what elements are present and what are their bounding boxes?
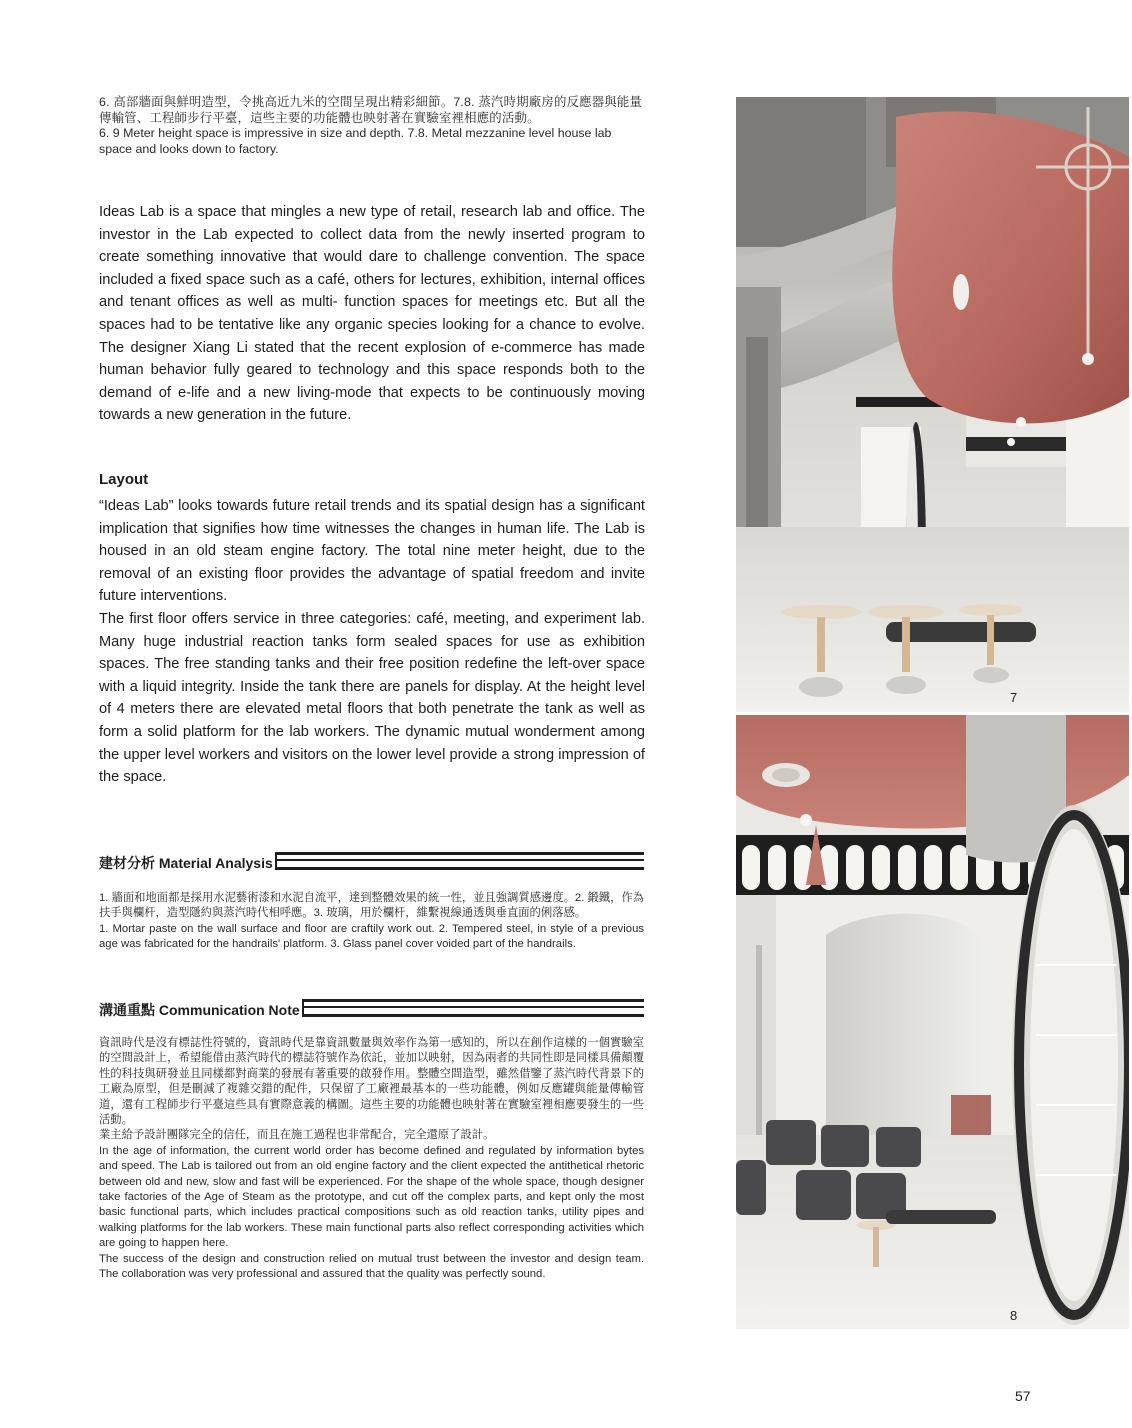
page-number: 57 <box>1015 1388 1031 1404</box>
communication-en-2: The success of the design and construction relied on mutual trust between the investor and design team. The collaboration was very professional and assured that the quality was perfectly sound. <box>99 1252 644 1281</box>
photo-7-illustration <box>736 97 1129 712</box>
communication-zh-1: 資訊時代是沒有標誌性符號的，資訊時代是靠資訊數量與效率作為第一感知的，所以在創作這樣的一個實驗室的空間設計上，希望能借由蒸汽時代的標誌符號作為依託，並加以映射，因為兩者的共同性即是同樣具備顛覆性的科技與研發並且同樣都對商業的發展有著重要的啟發作用。整體空間造型，雖然借鑒了蒸汽時代背景下的工廠為原型，但是刪減了複雜交錯的配件，只保留了工廠裡最基本的一些功能體，例如反應罐與能量傳輸管道，還有工程師步行平臺這些具有實際意義的構圖。這些主要的功能體也映射著在實驗室裡相應要發生的一些活動。 <box>99 1037 644 1127</box>
photo-8-illustration <box>736 715 1129 1329</box>
material-analysis-heading <box>99 852 644 872</box>
communication-note-heading <box>99 999 644 1019</box>
intro-text: Ideas Lab is a space that mingles a new type of retail, research lab and office. The investor in the Lab expected to collect data from the newly inserted program to create something innovative that would dare to challenge convention. The space included a fixed space such as a café, others for lectures, exhibition, internal offices and tenant offices as well as multi- function spaces for meetings etc. But all the spaces had to be tentative like any organic species looking for a chance to evolve. The designer Xiang Li stated that the recent explosion of e-commerce has made human behavior fully geared to technology and this space responds both to the demand of e-life and a new living-mode that expects to be continuously moving towards a new generation in the future. <box>99 204 645 424</box>
caption-zh: 6. 高部牆面與鮮明造型，令挑高近九米的空間呈現出精彩細節。7.8. 蒸汽時期廠房的反應器與能量傳輸管、工程師步行平臺，這些主要的功能體也映射著在實驗室裡相應的活動。 <box>99 95 643 125</box>
photo-8-number: 8 <box>1010 1308 1018 1323</box>
material-analysis-text <box>99 891 644 953</box>
heading-rule <box>302 999 644 1017</box>
material-en: 1. Mortar paste on the wall surface and floor are craftily work out. 2. Tempered steel, in style of a previous age was fabricated for the handrails' platform. 3. Glass panel cover voided part of the handrails. <box>99 922 644 951</box>
interior-photo-8 <box>736 715 1129 1329</box>
material-heading-label: 建材分析 Material Analysis <box>99 855 273 871</box>
layout-paragraph-2: The first floor offers service in three categories: café, meeting, and experiment lab. Many huge industrial reaction tanks form sealed spaces for use as exhibition spaces. The free standing tanks and their free position redefine the left-over space with a liquid integrity. Inside the tank there are panels for display. At the height level of 4 meters there are elevated metal floors that both penetrate the tank as well as form a solid platform for the lab workers. The dynamic mutual wonderment among the upper level workers and visitors on the lower level provide a strong impression of the space. <box>99 610 645 786</box>
caption-en: 6. 9 Meter height space is impressive in size and depth. 7.8. Metal mezzanine level house lab space and looks down to factory. <box>99 126 612 156</box>
photo-7-number: 7 <box>1010 690 1018 705</box>
layout-section <box>99 495 645 789</box>
intro-paragraph <box>99 201 645 427</box>
layout-paragraph-1: “Ideas Lab” looks towards future retail trends and its spatial design has a significant implication that signifies how time witnesses the changes in human life. The Lab is housed in an old steam engine factory. The total nine meter height, due to the removal of an existing floor provides the advantage of spatial freedom and invite future interventions. <box>99 498 645 605</box>
communication-en-1: In the age of information, the current world order has become defined and regulated by information bytes and speed. The Lab is tailored out from an old engine factory and the client expected the antithetical rhetoric between old and new, slow and fast will be experienced. For the shape of the whole space, though designer take factories of the Age of Steam as the prototype, and cut off the complex parts, and kept only the most basic functional parts, which includes practical compositions such as old reaction tanks, utility pipes and walking platforms for the lab workers. These main functional parts also reflect corresponding activities which are going to happen here. <box>99 1144 644 1250</box>
layout-heading: Layout <box>99 471 149 488</box>
material-zh: 1. 牆面和地面都是採用水泥藝術漆和水泥自流平，達到整體效果的統一性，並且強調質感邊度。2. 鍛鐵，作為扶手與欄杆，造型隱約與蒸汽時代相呼應。3. 玻璃，用於欄杆，維繫視線通透與垂直面的俐落感。 <box>99 892 644 920</box>
heading-rule <box>275 852 644 870</box>
photo-caption <box>99 95 647 157</box>
communication-heading-label: 溝通重點 Communication Note <box>99 1002 300 1018</box>
communication-zh-2: 業主給予設計團隊完全的信任，而且在施工過程也非常配合，完全還原了設計。 <box>99 1129 495 1142</box>
communication-note-text <box>99 1036 644 1283</box>
interior-photo-7 <box>736 97 1129 712</box>
